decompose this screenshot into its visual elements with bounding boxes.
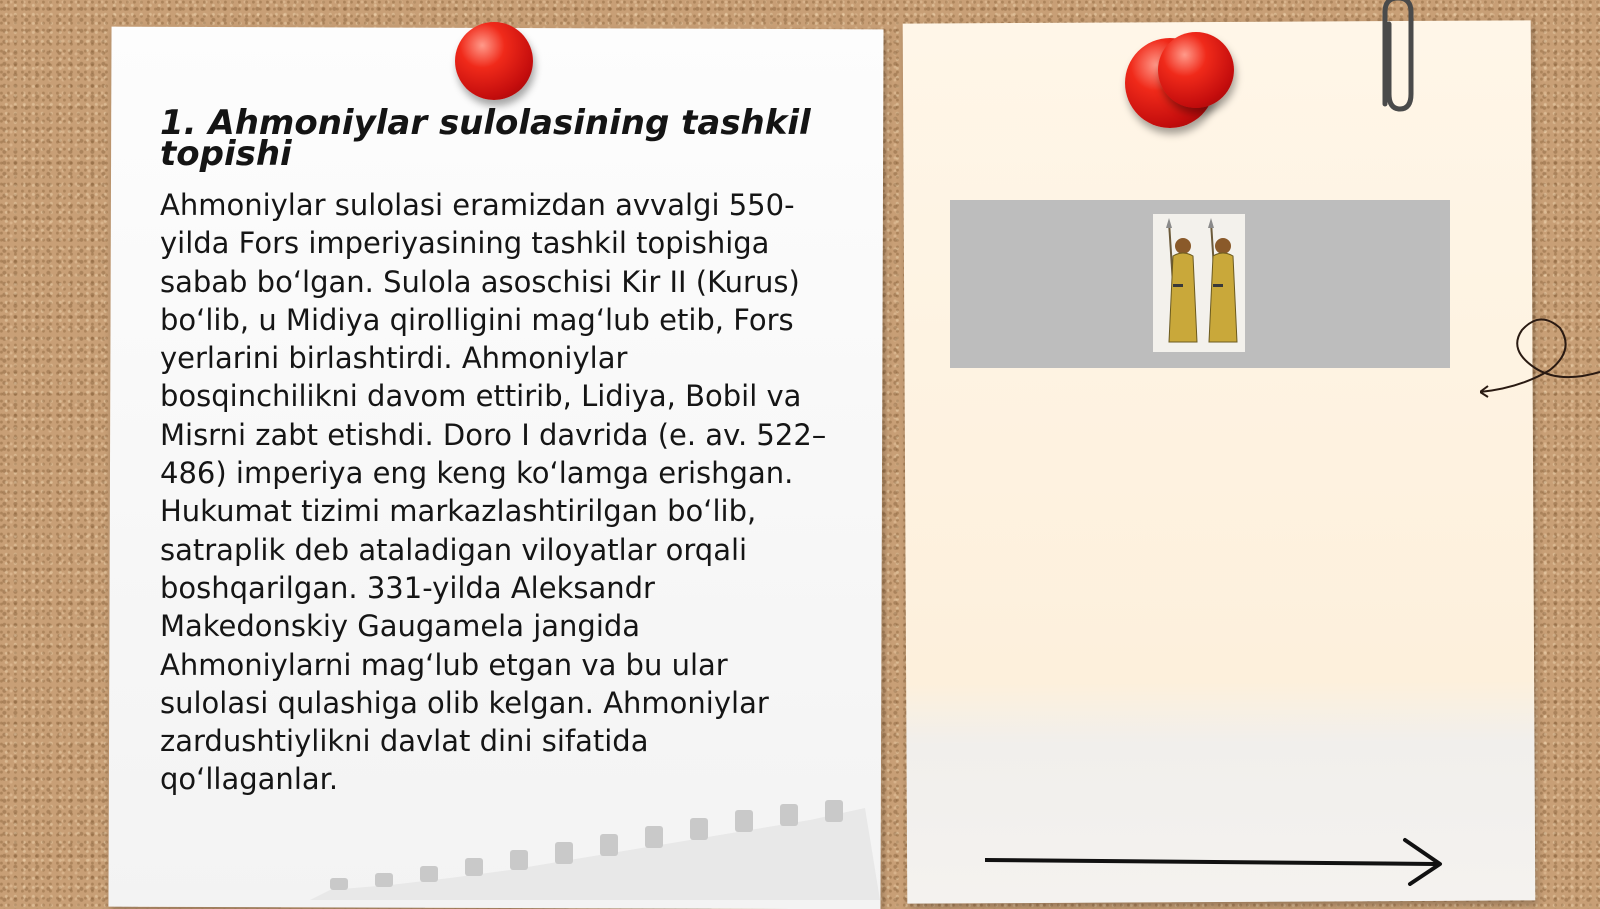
paper-clip-icon <box>1370 0 1420 124</box>
torn-paper-edge <box>310 800 880 900</box>
body-paragraph: Ahmoniylar sulolasi eramizdan avvalgi 550-yilda Fors imperiyasining tashkil topishiga sabab bo‘lgan. Sulola asoschisi Kir II (Kurus) bo‘lib, u Midiya qirolligini mag‘lub etib, Fors yerlarini birlashtirdi. Ahmoniylar bosqinchilikni davom ettirib, Lidiya, Bobil va Misrni zabt etishdi. Doro I davrida (e. av. 522–486) imperiya eng keng ko‘lamga erishgan. Hukumat tizimi markazlashtirilgan bo‘lib, satraplik deb ataladigan viloyatlar orqali boshqarilgan. 331-yilda Aleksandr Makedonskiy Gaugamela jangida Ahmoniylarni mag‘lub etgan va bu ular sulolasi qulashiga olib kelgan. Ahmoniylar zardushtiylikni davlat dini sifatida qo‘llaganlar. <box>160 188 827 797</box>
image-frame <box>950 200 1450 368</box>
decorative-string <box>1480 310 1600 410</box>
soldiers-illustration-icon <box>1153 214 1245 352</box>
right-paper-note <box>903 20 1536 903</box>
push-pin-icon <box>455 22 533 100</box>
arrow-right-icon <box>985 836 1455 886</box>
push-pin-icon <box>1158 32 1234 108</box>
persian-soldiers-image <box>1153 214 1245 352</box>
slide-title: 1. Ahmoniylar sulolasining tashkil topishi <box>160 103 811 174</box>
